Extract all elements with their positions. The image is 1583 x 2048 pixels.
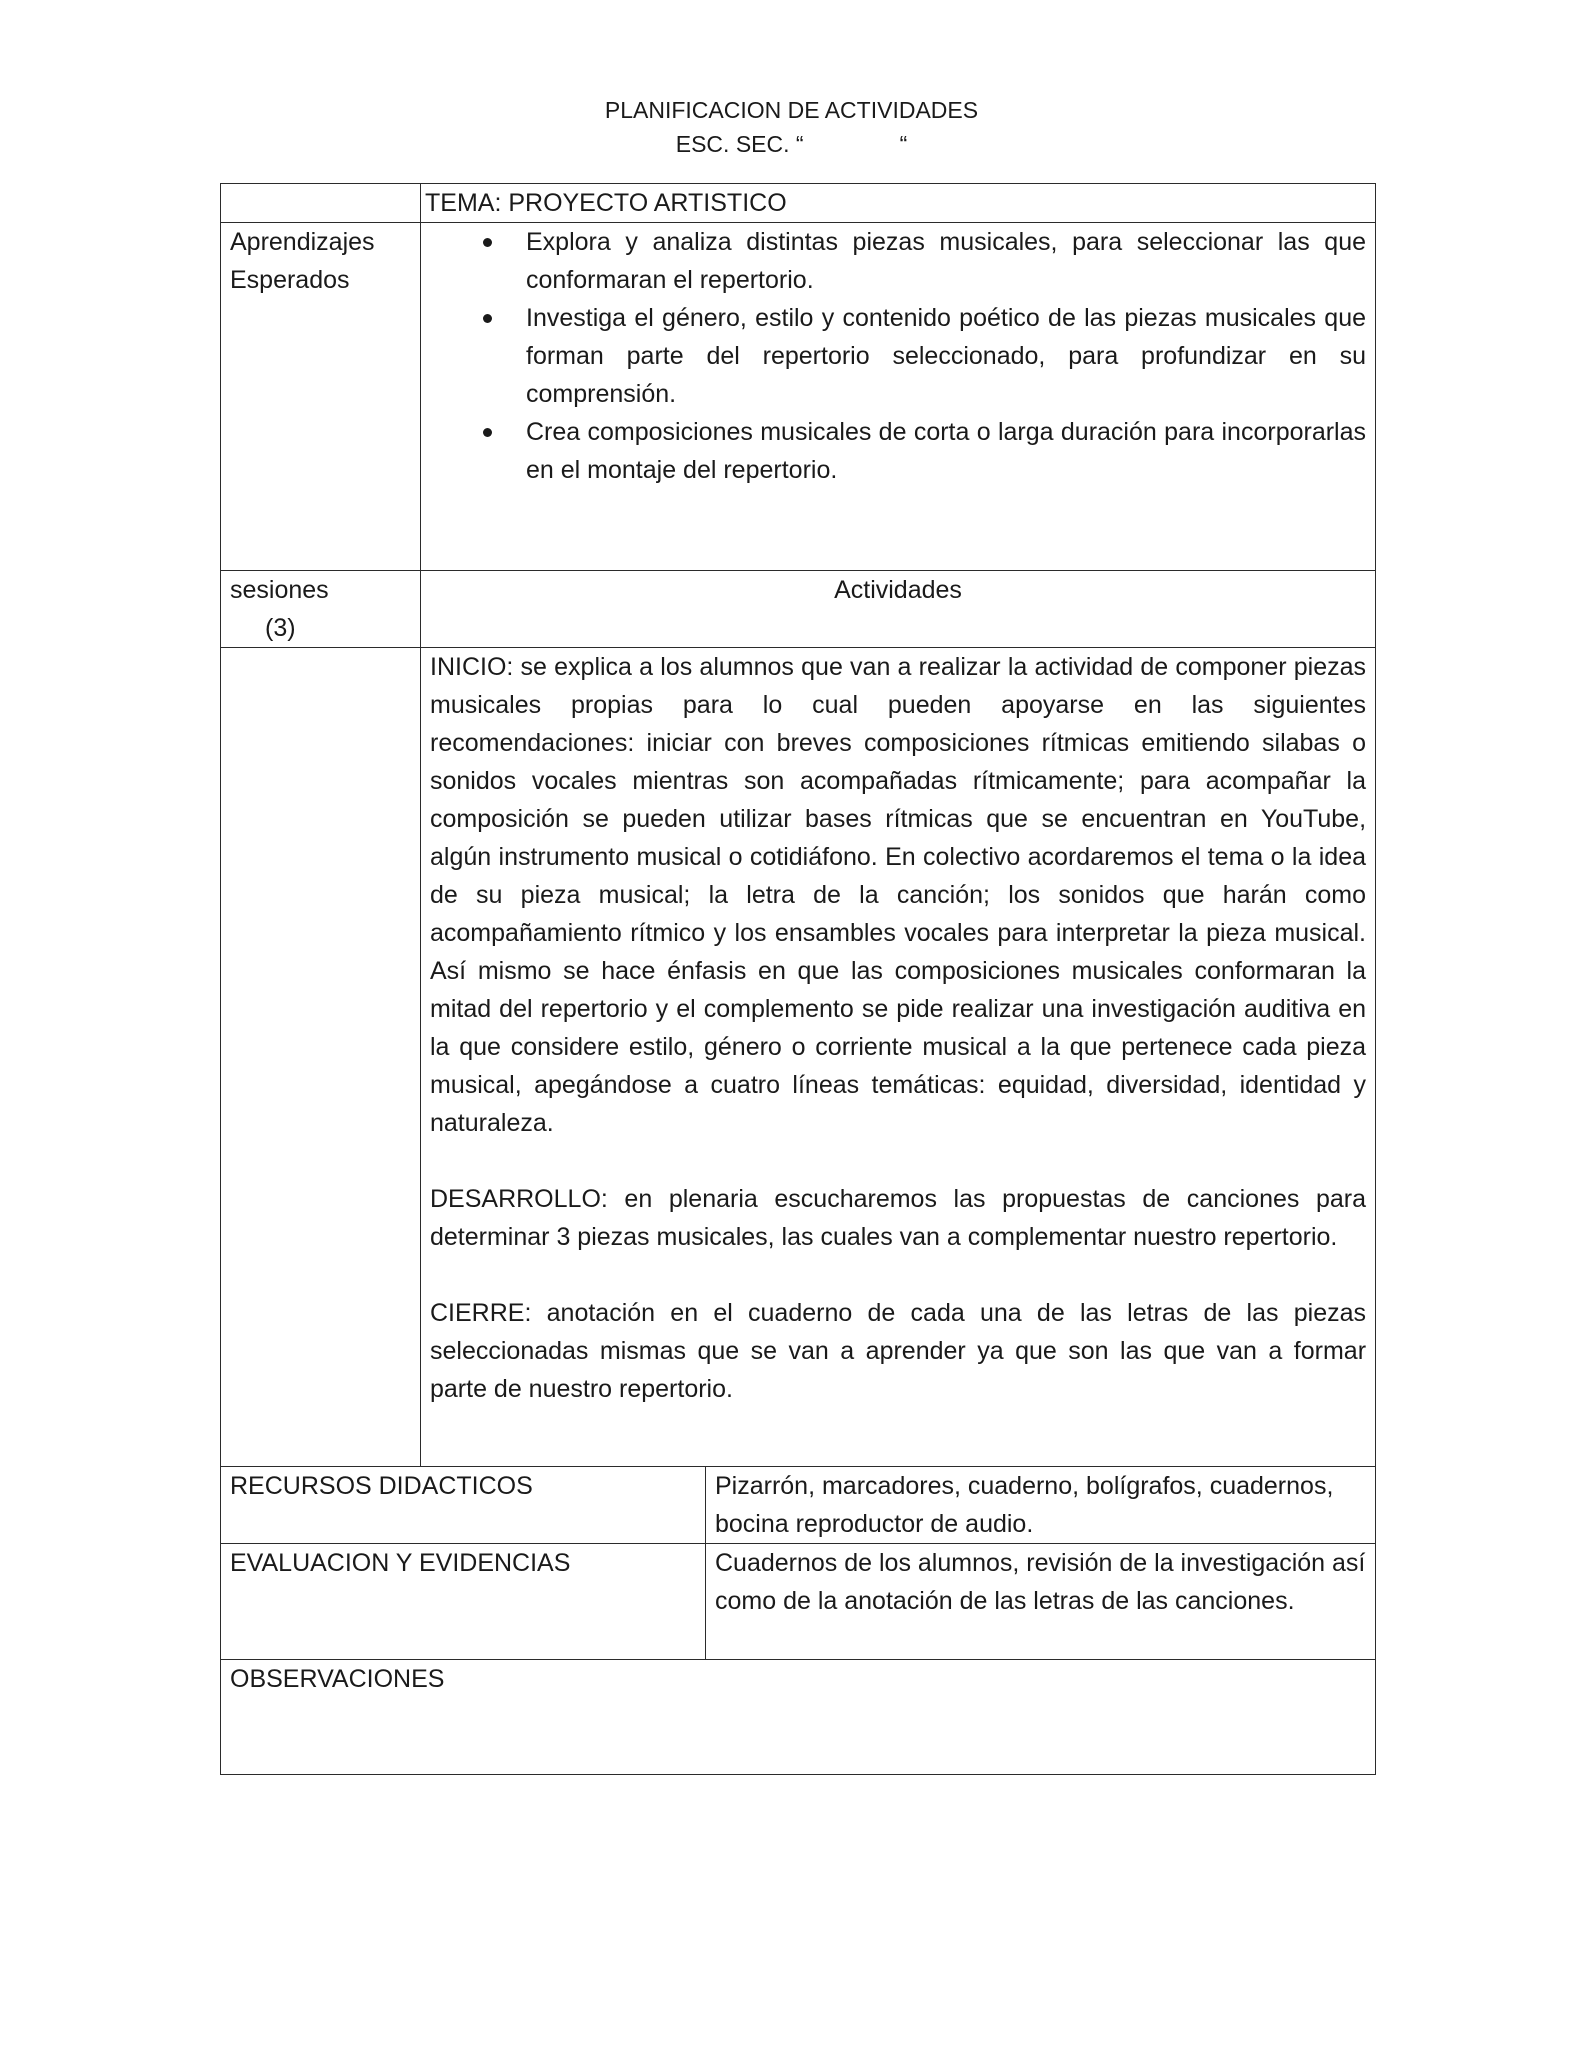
aprendizajes-label-line-1: Aprendizajes bbox=[230, 228, 375, 256]
evaluacion-label-cell: EVALUACION Y EVIDENCIAS bbox=[221, 1544, 706, 1660]
aprendizaje-text: Explora y analiza distintas piezas musicales, para seleccionar las que conformaran el repertorio. bbox=[526, 228, 1367, 294]
list-item bbox=[430, 223, 1366, 299]
bullet-icon bbox=[483, 238, 492, 247]
school-suffix: “ bbox=[899, 131, 908, 157]
list-item bbox=[430, 413, 1366, 489]
tema-row bbox=[221, 184, 1376, 223]
actividades-row bbox=[221, 648, 1376, 1467]
aprendizajes-label-line-2: Esperados bbox=[230, 266, 350, 294]
observaciones-row bbox=[221, 1660, 1376, 1775]
bullet-icon bbox=[483, 428, 492, 437]
actividades-empty-cell bbox=[221, 648, 421, 1467]
tema-empty-cell bbox=[221, 184, 421, 223]
document-title: PLANIFICACION DE ACTIVIDADES bbox=[604, 97, 979, 123]
recursos-value-cell: Pizarrón, marcadores, cuaderno, bolígrafos, cuadernos, bocina reproductor de audio. bbox=[706, 1467, 1376, 1544]
sesiones-row bbox=[221, 571, 1376, 648]
sesiones-label: sesiones bbox=[230, 576, 329, 604]
evaluacion-value-cell: Cuadernos de los alumnos, revisión de la investigación así como de la anotación de las letras de las canciones. bbox=[706, 1544, 1376, 1660]
aprendizajes-list bbox=[430, 223, 1366, 489]
aprendizaje-text: Crea composiciones musicales de corta o larga duración para incorporarlas en el montaje del repertorio. bbox=[526, 418, 1367, 484]
school-prefix: ESC. SEC. “ bbox=[675, 131, 804, 157]
observaciones-cell: OBSERVACIONES bbox=[221, 1660, 1376, 1775]
actividades-header-cell: Actividades bbox=[421, 571, 1376, 648]
school-line bbox=[0, 133, 1583, 156]
aprendizajes-content-cell bbox=[421, 223, 1376, 571]
recursos-label-cell: RECURSOS DIDACTICOS bbox=[221, 1467, 706, 1544]
desarrollo-paragraph: DESARROLLO: en plenaria escucharemos las propuestas de canciones para determinar 3 piezas musicales, las cuales van a complementar nuestro repertorio. bbox=[430, 1185, 1367, 1251]
cierre-paragraph: CIERRE: anotación en el cuaderno de cada una de las letras de las piezas seleccionadas mismas que se van a aprender ya que son las que van a formar parte de nuestro repertorio. bbox=[430, 1299, 1367, 1403]
sesiones-count: (3) bbox=[265, 614, 296, 642]
recursos-row bbox=[221, 1467, 1376, 1544]
evaluacion-row bbox=[221, 1544, 1376, 1660]
bullet-icon bbox=[483, 314, 492, 323]
aprendizajes-row bbox=[221, 223, 1376, 571]
sesiones-label-cell bbox=[221, 571, 421, 648]
tema-cell: TEMA: PROYECTO ARTISTICO bbox=[421, 184, 1376, 223]
aprendizajes-label-cell bbox=[221, 223, 421, 571]
planning-table bbox=[220, 183, 1376, 1775]
aprendizaje-text: Investiga el género, estilo y contenido poético de las piezas musicales que forman parte del repertorio seleccionado, para profundizar en su comprensión. bbox=[526, 304, 1367, 408]
list-item bbox=[430, 299, 1366, 413]
actividades-content-cell bbox=[421, 648, 1376, 1467]
inicio-paragraph: INICIO: se explica a los alumnos que van a realizar la actividad de componer piezas musicales propias para lo cual pueden apoyarse en las siguientes recomendaciones: iniciar con breves composiciones rítmicas emitiendo silabas o sonidos vocales mientras son acompañadas rítmicamente; para acompañar la composición se pueden utilizar bases rítmicas que se encuentran en YouTube, algún instrumento musical o cotidiáfono. En colectivo acordaremos el tema o la idea de su pieza musical; la letra de la canción; los sonidos que harán como acompañamiento rítmico y los ensambles vocales para interpretar la pieza musical. Así mismo se hace énfasis en que las composiciones musicales conformaran la mitad del repertorio y el complemento se pide realizar una investigación auditiva en la que considere estilo, género o corriente musical a la que pertenece cada pieza musical, apegándose a cuatro líneas temáticas: equidad, diversidad, identidad y naturaleza. bbox=[430, 653, 1367, 1137]
